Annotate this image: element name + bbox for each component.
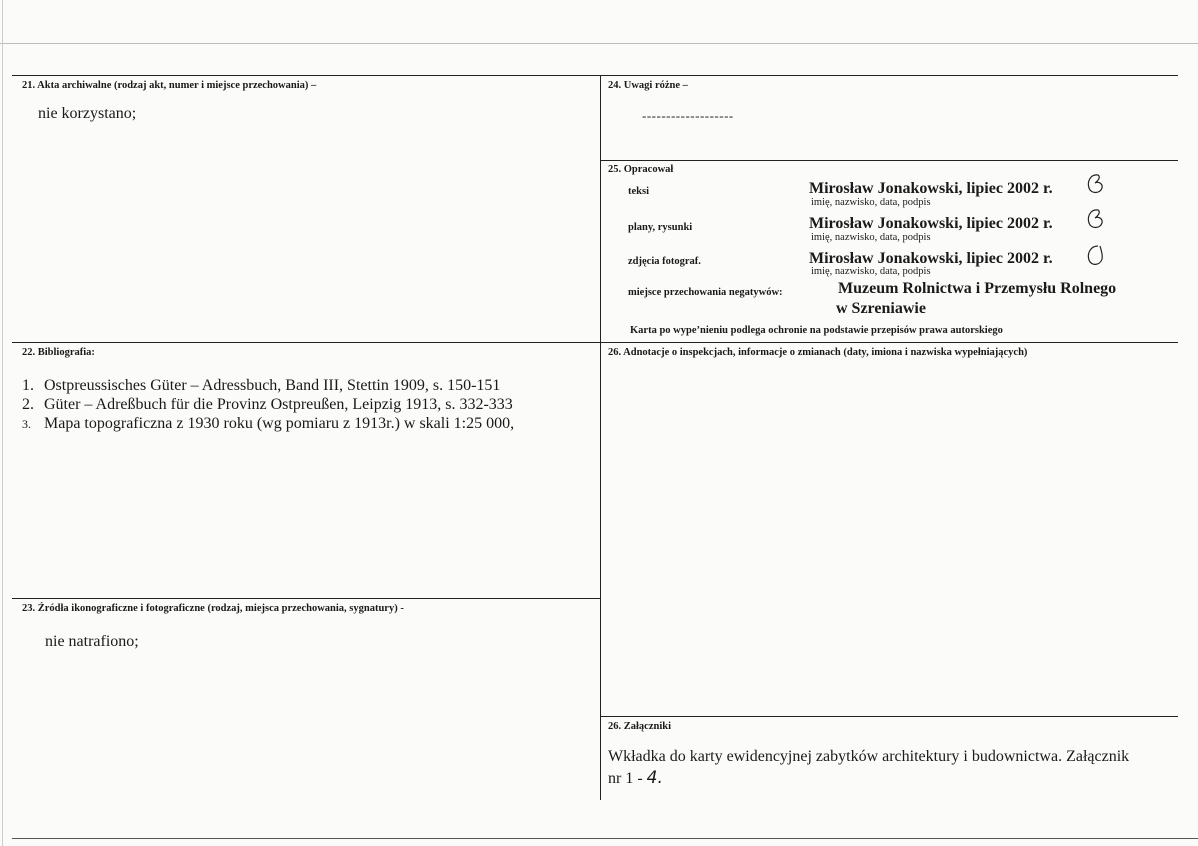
divider-24-25 [600,160,1178,161]
section-26-annotations-heading: 26. Adnotacje o inspekcjach, informacje o zmianach (daty, imiona i nazwiska wypełniających) [608,347,1028,358]
author-sub-plans: imię, nazwisko, data, podpis [811,232,931,243]
section-25-heading: 25. Opracował [608,164,674,175]
author-sub-photos: imię, nazwisko, data, podpis [811,266,931,277]
scan-left-edge [2,0,3,846]
divider-26a-26b [600,716,1178,717]
bibliography-item: 3. Mapa topograficzna z 1930 roku (wg pomiaru z 1913r.) w skali 1:25 000, [22,415,515,432]
negatives-storage-line1: Muzeum Rolnictwa i Przemysłu Rolnego [838,280,1117,297]
author-name-photos: Mirosław Jonakowski, lipiec 2002 r. [809,250,1053,267]
section-24-content: ------------------- [642,108,734,123]
author-role-plans: plany, rysunki [628,222,693,233]
author-role-photos: zdjęcia fotograf. [628,256,701,267]
negatives-storage-label: miejsce przechowania negatywów: [628,287,783,298]
author-name-texts: Mirosław Jonakowski, lipiec 2002 r. [809,180,1053,197]
scan-top-line [0,43,1198,44]
author-name-plans: Mirosław Jonakowski, lipiec 2002 r. [809,215,1053,232]
divider-center [600,75,601,800]
attachments-line2: nr 1 - 4. [608,768,663,788]
signature-initials-1 [1084,172,1106,196]
attachments-line1: Wkładka do karty ewidencyjnej zabytków architektury i budownictwa. Załącznik [608,748,1130,765]
bibliography-item: 2. Güter – Adreßbuch für die Provinz Ostpreußen, Leipzig 1913, s. 332-333 [22,396,513,413]
section-24-heading: 24. Uwagi różne – [608,80,688,91]
section-23-heading: 23. Źródła ikonograficzne i fotograficzne (rodzaj, miejsca przechowania, sygnatury) - [22,603,404,614]
handwritten-number: 4. [646,768,663,788]
copyright-notice: Karta po wype’nieniu podlega ochronie na podstawie przepisów prawa autorskiego [630,325,1003,336]
signature-initials-2 [1084,207,1106,231]
section-23-content: nie natrafiono; [45,633,139,650]
bibliography-list [22,376,514,433]
divider-bottom [12,838,1198,839]
section-22-heading: 22. Bibliografia: [22,347,95,358]
divider-21-22 [12,342,1178,343]
divider-22-23 [12,598,600,599]
author-sub-texts: imię, nazwisko, data, podpis [811,197,931,208]
section-21-heading: 21. Akta archiwalne (rodzaj akt, numer i miejsce przechowania) – [22,80,317,91]
divider-top [12,75,1178,76]
signature-initials-3 [1084,244,1106,268]
negatives-storage-line2: w Szreniawie [836,300,926,317]
section-26-attachments-heading: 26. Załączniki [608,721,672,732]
bibliography-item: 1. Ostpreussisches Güter – Adressbuch, Band III, Stettin 1909, s. 150-151 [22,377,501,394]
author-role-texts: teksi [628,186,649,197]
section-21-content: nie korzystano; [38,105,137,122]
